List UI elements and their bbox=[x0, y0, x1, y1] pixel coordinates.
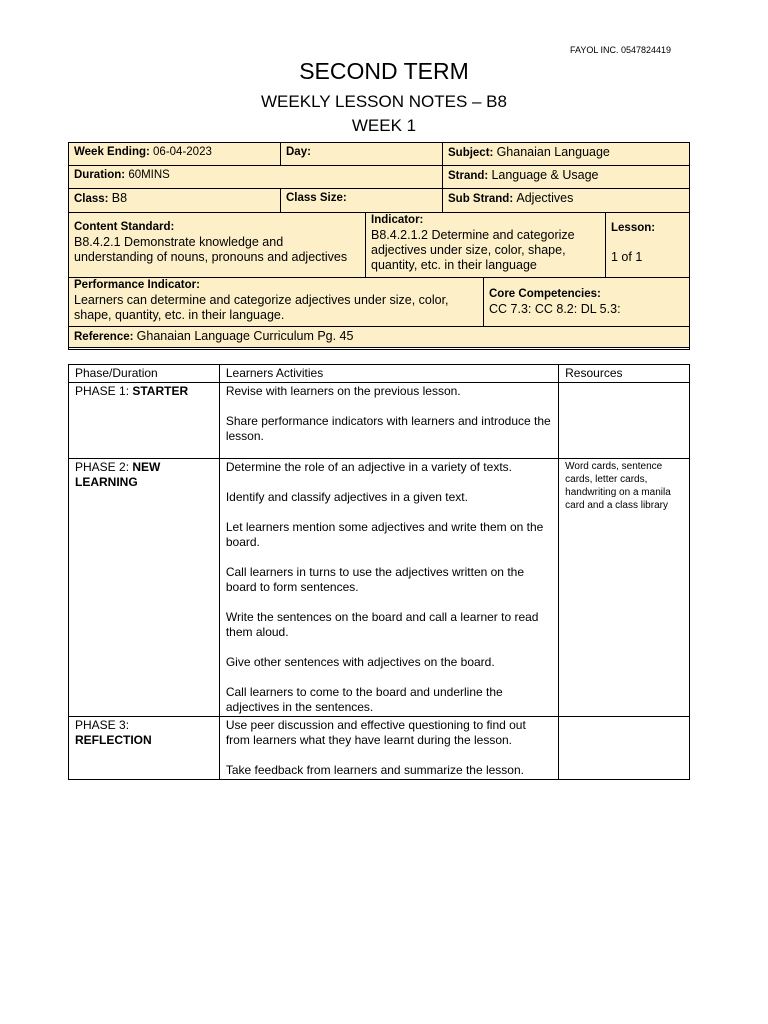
activity-item: Revise with learners on the previous lesson. bbox=[225, 384, 461, 398]
performance-label: Performance Indicator: bbox=[74, 279, 200, 291]
phase-3-resources bbox=[559, 717, 690, 780]
phase-2-prefix: PHASE 2: bbox=[75, 460, 133, 474]
competencies-value: CC 7.3: CC 8.2: DL 5.3: bbox=[489, 302, 621, 316]
content-standard-cell bbox=[68, 212, 366, 278]
day-cell bbox=[280, 142, 443, 166]
week-ending-label: Week Ending: bbox=[74, 146, 150, 158]
duration-cell bbox=[68, 165, 443, 189]
class-size-cell bbox=[280, 188, 443, 213]
class-label: Class: bbox=[74, 193, 109, 205]
phase-1-name: STARTER bbox=[132, 384, 189, 398]
sub-strand-label: Sub Strand: bbox=[448, 193, 514, 205]
reference-value: Ghanaian Language Curriculum Pg. 45 bbox=[136, 329, 354, 343]
table-row bbox=[69, 717, 690, 780]
class-value: B8 bbox=[111, 191, 128, 205]
phases-table bbox=[68, 364, 690, 780]
performance-indicator-cell bbox=[68, 277, 484, 327]
activity-item: Give other sentences with adjectives on the board. bbox=[225, 655, 495, 669]
header-phase: Phase/Duration bbox=[69, 365, 220, 383]
phase-1-resources bbox=[559, 383, 690, 459]
strand-value: Language & Usage bbox=[491, 168, 599, 182]
indicator-label: Indicator: bbox=[371, 214, 424, 226]
activity-item: Share performance indicators with learners and introduce the lesson. bbox=[225, 414, 551, 443]
week-ending-value: 06-04-2023 bbox=[153, 146, 212, 158]
phase-3-name: REFLECTION bbox=[75, 733, 152, 747]
week-ending-cell bbox=[68, 142, 281, 166]
activity-item: Write the sentences on the board and call a learner to read them aloud. bbox=[225, 610, 539, 639]
phase-3-activities bbox=[219, 717, 558, 780]
strand-label: Strand: bbox=[448, 170, 489, 182]
duration-value: 60MINS bbox=[128, 169, 170, 181]
reference-label: Reference: bbox=[74, 331, 134, 343]
header-activities: Learners Activities bbox=[219, 365, 558, 383]
lesson-cell bbox=[605, 212, 690, 278]
activity-item: Identify and classify adjectives in a given text. bbox=[225, 490, 468, 504]
phase-1-prefix: PHASE 1: bbox=[75, 384, 133, 398]
phase-2-cell bbox=[69, 459, 220, 717]
table-row bbox=[69, 459, 690, 717]
publisher-credit: FAYOL INC. 0547824419 bbox=[570, 45, 672, 55]
strand-cell bbox=[442, 165, 690, 189]
content-standard-value: B8.4.2.1 Demonstrate knowledge and understanding of nouns, pronouns and adjectives bbox=[74, 235, 348, 264]
subject-cell bbox=[442, 142, 690, 166]
activity-item: Let learners mention some adjectives and write them on the board. bbox=[225, 520, 544, 549]
activity-item: Call learners in turns to use the adjectives written on the board to form sentences. bbox=[225, 565, 524, 594]
subject-label: Subject: bbox=[448, 147, 494, 159]
lesson-label: Lesson: bbox=[611, 222, 656, 234]
table-header-row bbox=[69, 365, 690, 383]
duration-label: Duration: bbox=[74, 169, 126, 181]
lesson-value: 1 of 1 bbox=[611, 250, 643, 264]
class-cell bbox=[68, 188, 281, 213]
phase-1-cell bbox=[69, 383, 220, 459]
table-row bbox=[69, 383, 690, 459]
core-competencies-cell bbox=[483, 277, 690, 327]
reference-cell bbox=[68, 326, 690, 348]
content-standard-label: Content Standard: bbox=[74, 221, 175, 233]
performance-value: Learners can determine and categorize adjectives under size, color, shape, quantity, etc. in their language. bbox=[74, 293, 449, 322]
header-resources: Resources bbox=[559, 365, 690, 383]
sub-strand-cell bbox=[442, 188, 690, 213]
subject-value: Ghanaian Language bbox=[496, 145, 610, 159]
phase-2-activities bbox=[219, 459, 558, 717]
phase-3-prefix: PHASE 3: bbox=[75, 718, 130, 732]
activity-item: Use peer discussion and effective questioning to find out from learners what they have learnt during the lesson. bbox=[225, 718, 526, 747]
notes-subtitle: WEEKLY LESSON NOTES – B8 bbox=[261, 92, 507, 111]
week-title: WEEK 1 bbox=[351, 116, 417, 135]
phase-1-activities bbox=[219, 383, 558, 459]
phase-2-resources: Word cards, sentence cards, letter cards, handwriting on a manila card and a class library bbox=[559, 459, 690, 717]
competencies-label: Core Competencies: bbox=[489, 288, 601, 300]
day-label: Day: bbox=[286, 146, 311, 158]
phase-3-cell bbox=[69, 717, 220, 780]
activity-item: Take feedback from learners and summarize the lesson. bbox=[225, 763, 524, 777]
indicator-value: B8.4.2.1.2 Determine and categorize adjectives under size, color, shape, quantity, etc. in their language bbox=[371, 228, 575, 272]
phase-2-name: NEW LEARNING bbox=[75, 460, 161, 489]
term-title: SECOND TERM bbox=[299, 58, 469, 84]
sub-strand-value: Adjectives bbox=[516, 191, 574, 205]
activity-item: Call learners to come to the board and underline the adjectives in the sentences. bbox=[225, 685, 503, 714]
indicator-cell bbox=[365, 212, 606, 278]
activity-item: Determine the role of an adjective in a variety of texts. bbox=[225, 460, 512, 474]
class-size-label: Class Size: bbox=[286, 192, 347, 204]
